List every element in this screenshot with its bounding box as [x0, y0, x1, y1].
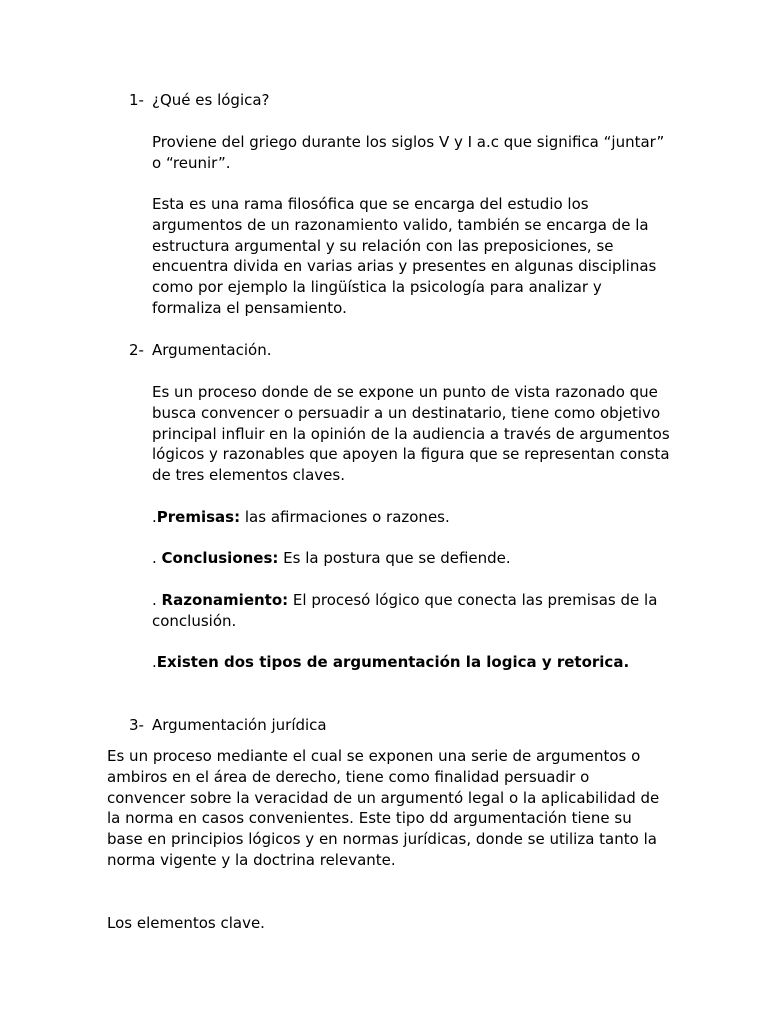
element-razonamiento-text: El procesó lógico que conecta las premisas de la conclusión.	[152, 591, 658, 630]
element-razonamiento-prefix: .	[152, 591, 162, 609]
element-conclusiones-prefix: .	[152, 549, 162, 567]
element-premisas-text: las afirmaciones o razones.	[240, 508, 450, 526]
element-razonamiento	[152, 590, 672, 632]
section-1-para-2-text: Esta es una rama filosófica que se encarga del estudio los argumentos de un razonamiento valido, también se encarga de la estructura argumental y su relación con las preposiciones, se encuentra divida en varias arias y presentes en algunas disciplinas como por ejemplo la lingüística la psicología para analizar y formaliza el pensamiento.	[152, 195, 657, 317]
section-1-para-1-text: Proviene del griego durante los siglos V y I a.c que significa “juntar” o “reunir”.	[152, 133, 665, 172]
section-3-title: Argumentación jurídica	[152, 716, 327, 734]
element-premisas-prefix: .	[152, 508, 157, 526]
section-1-paragraph-2	[152, 194, 672, 319]
section-1-number: 1-	[129, 91, 144, 109]
section-2-paragraph-1	[152, 382, 672, 486]
element-premisas	[152, 507, 672, 528]
section-3-paragraph-1	[107, 746, 672, 871]
section-1-paragraph-1	[152, 132, 672, 174]
section-2-heading	[129, 340, 271, 361]
argumentation-types-prefix: .	[152, 653, 157, 671]
section-1-title: ¿Qué es lógica?	[152, 91, 270, 109]
section-3-para-1-text: Es un proceso mediante el cual se exponen una serie de argumentos o ambiros en el área de derecho, tiene como finalidad persuadir o convencer sobre la veracidad de un argumentó legal o la aplicabilidad de la norma en casos convenientes. Este tipo dd argumentación tiene su base en principios lógicos y en normas jurídicas, donde se utiliza tanto la norma vigente y la doctrina relevante.	[107, 747, 660, 869]
section-3-para-2-text: Los elementos clave.	[107, 914, 265, 932]
element-conclusiones	[152, 548, 672, 569]
element-premisas-term: Premisas:	[156, 508, 241, 526]
element-conclusiones-text: Es la postura que se defiende.	[278, 549, 511, 567]
argumentation-types-text: Existen dos tipos de argumentación la logica y retorica.	[156, 653, 630, 671]
element-razonamiento-term: Razonamiento:	[161, 591, 289, 609]
argumentation-types	[152, 652, 672, 673]
section-1-heading	[129, 90, 270, 111]
section-3-heading	[129, 715, 327, 736]
section-2-title: Argumentación.	[152, 341, 272, 359]
section-2-number: 2-	[129, 341, 144, 359]
section-3-paragraph-2	[107, 913, 672, 934]
section-3-number: 3-	[129, 716, 144, 734]
section-2-para-1-text: Es un proceso donde de se expone un punto de vista razonado que busca convencer o persuadir a un destinatario, tiene como objetivo principal influir en la opinión de la audiencia a través de argumentos lógicos y razonables que apoyen la figura que se representan consta de tres elementos claves.	[152, 383, 670, 485]
element-conclusiones-term: Conclusiones:	[161, 549, 279, 567]
